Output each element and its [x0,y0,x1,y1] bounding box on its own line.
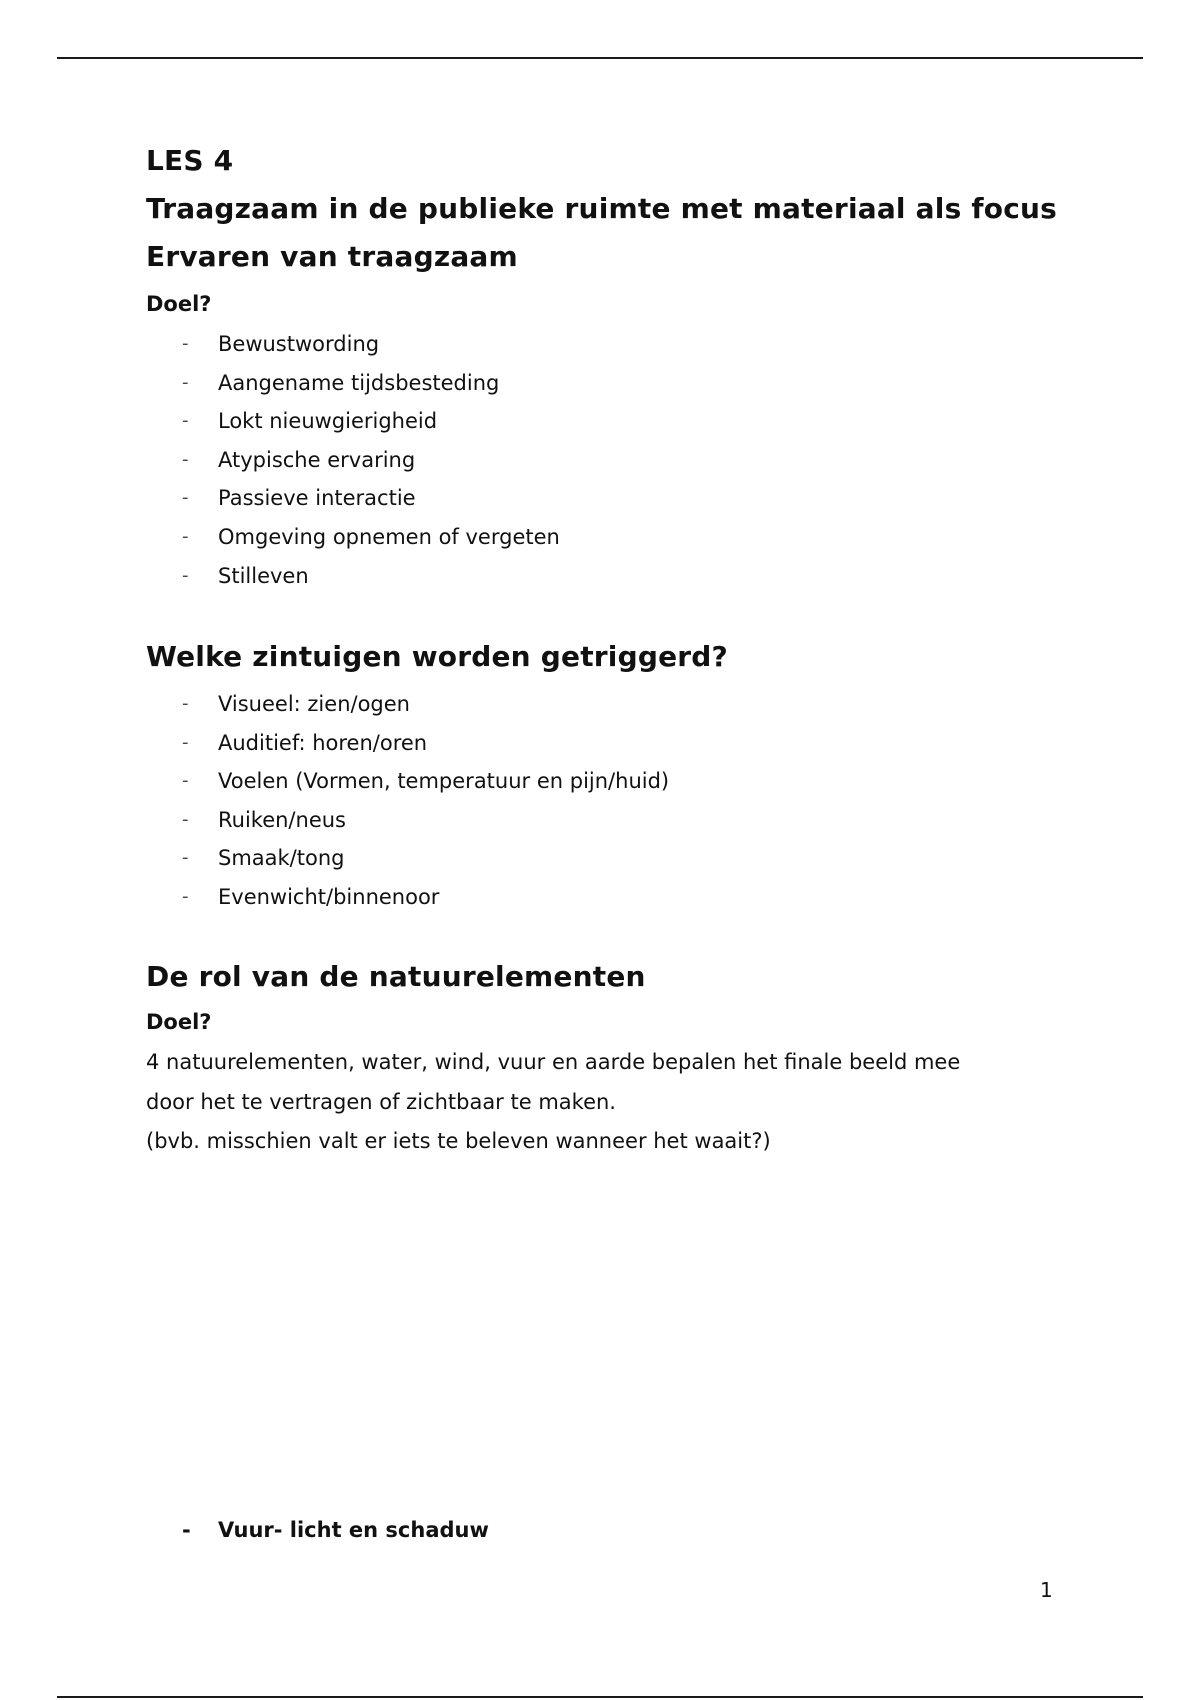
dash-bullet: - [182,410,189,432]
dash-bullet: - [182,770,189,792]
document-title: Traagzaam in de publieke ruimte met materiaal als focus [146,192,1057,225]
doel-list [146,332,560,602]
bold-list-item: - Vuur- licht en schaduw [182,1518,489,1542]
list-item: - Smaak/tong [182,846,345,871]
dash-bullet: - [182,693,189,714]
dash-bullet: - [182,731,189,753]
footer-rule [57,1696,1143,1698]
dash-bullet: - [182,808,189,830]
dash-bullet: - [182,371,189,393]
dash-bullet: - [182,564,189,586]
paragraph-line: (bvb. misschien valt er iets te beleven wanneer het waait?) [146,1129,771,1153]
dash-bullet: - [182,525,189,547]
zintuigen-list [146,692,669,924]
list-item: - Atypische ervaring [182,447,416,472]
section-subheading-doel-2: Doel? [146,1010,212,1034]
header-rule [57,57,1143,59]
list-item: - Stilleven [182,563,309,588]
list-item: - Lokt nieuwgierigheid [182,409,438,434]
list-item: - Passieve interactie [182,486,416,511]
list-item: - Ruiken/neus [182,807,346,832]
dash-bullet: - [182,1518,191,1542]
section-heading-ervaren: Ervaren van traagzaam [146,240,518,273]
dash-bullet: - [182,847,189,869]
dash-bullet: - [182,885,189,907]
list-item: - Evenwicht/binnenoor [182,884,440,909]
list-item: - Visueel: zien/ogen [182,692,410,716]
dash-bullet: - [182,487,189,509]
list-item: - Bewustwording [182,332,380,356]
page-number: 1 [1040,1578,1053,1602]
lesson-label: LES 4 [146,144,234,177]
section-subheading-doel: Doel? [146,292,212,316]
list-item: - Auditief: horen/oren [182,730,428,755]
list-item: - Voelen (Vormen, temperatuur en pijn/huid) [182,769,670,794]
section-heading-zintuigen: Welke zintuigen worden getriggerd? [146,640,728,673]
dash-bullet: - [182,333,189,354]
paragraph-line: door het te vertragen of zichtbaar te maken. [146,1090,616,1114]
paragraph-line: 4 natuurelementen, water, wind, vuur en aarde bepalen het finale beeld mee [146,1050,961,1074]
list-item: - Omgeving opnemen of vergeten [182,524,560,549]
list-item: - Aangename tijdsbesteding [182,370,500,395]
dash-bullet: - [182,448,189,470]
section-heading-natuurelementen: De rol van de natuurelementen [146,960,646,993]
